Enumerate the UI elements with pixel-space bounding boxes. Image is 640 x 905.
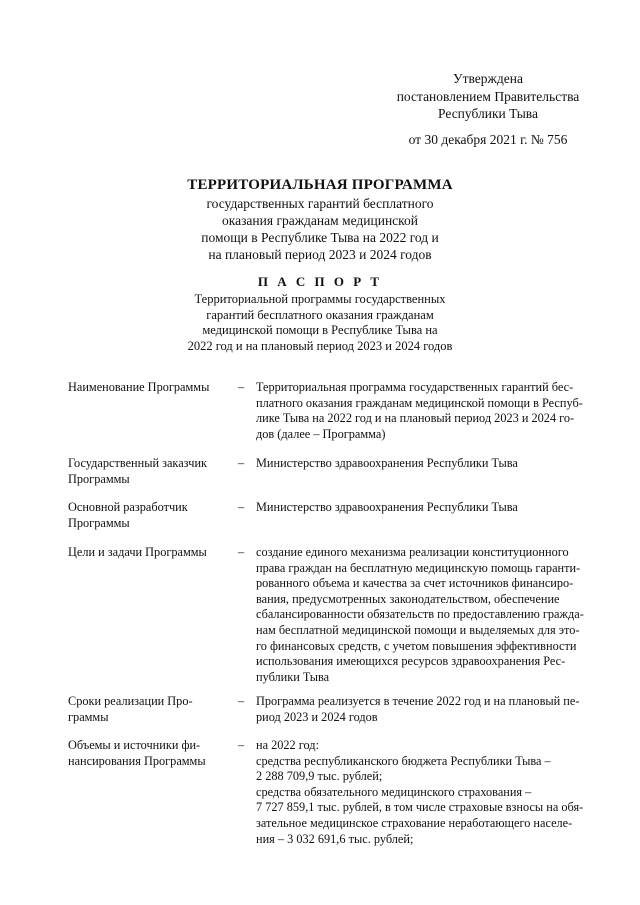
passport-heading: П А С П О Р Т xyxy=(257,274,383,289)
row-value-line: нам бесплатной медицинской помощи и выделяемых для это- xyxy=(256,622,580,637)
row-value-line: Министерство здравоохранения Республики Тыва xyxy=(256,500,518,514)
row-label-line: Программы xyxy=(68,471,130,486)
row-value-line: ния – 3 032 691,6 тыс. рублей; xyxy=(256,831,414,846)
title-heading: ТЕРРИТОРИАЛЬНАЯ ПРОГРАММА xyxy=(187,177,453,193)
row-label-line: Сроки реализации Про- xyxy=(68,694,193,708)
document-title xyxy=(0,176,640,263)
row-value-line: го финансовых средств, с учетом повышения эффективности xyxy=(256,638,577,653)
row-value-line: Программа реализуется в течение 2022 год и на плановый пе- xyxy=(256,694,580,708)
row-label xyxy=(68,694,228,725)
title-line: помощи в Республике Тыва на 2022 год и xyxy=(201,230,439,245)
row-label-line: граммы xyxy=(68,709,109,724)
row-value-line: публики Тыва xyxy=(256,669,330,684)
row-value xyxy=(256,545,604,685)
approval-line: постановлением Правительства xyxy=(396,88,580,104)
row-label xyxy=(68,380,228,396)
row-value xyxy=(256,738,604,847)
row-value-line: средства обязательного медицинского страхования – xyxy=(256,784,532,799)
approval-date: от 30 декабря 2021 г. № 756 xyxy=(408,131,568,147)
row-value-line: создание единого механизма реализации конституционного xyxy=(256,545,569,559)
row-value-line: Министерство здравоохранения Республики Тыва xyxy=(256,456,518,470)
row-value-line: лике Тыва на 2022 год и на плановый период 2023 и 2024 го- xyxy=(256,411,575,426)
row-dash: – xyxy=(238,545,245,559)
row-dash: – xyxy=(238,456,245,470)
row-value-line: средства республиканского бюджета Республики Тыва – xyxy=(256,753,551,768)
row-dash: – xyxy=(238,500,245,514)
row-value xyxy=(256,500,604,516)
passport-line: гарантий бесплатного оказания гражданам xyxy=(206,307,434,322)
row-value xyxy=(256,456,604,472)
row-value-line: зательное медицинское страхование неработающего населе- xyxy=(256,815,573,830)
row-value-line: платного оказания гражданам медицинской помощи в Респуб- xyxy=(256,395,583,410)
row-value-line: 2 288 709,9 тыс. рублей; xyxy=(256,769,383,784)
row-value-line: дов (далее – Программа) xyxy=(256,426,386,441)
row-dash: – xyxy=(238,738,245,752)
row-value-line: использования имеющихся ресурсов здравоохранения Рес- xyxy=(256,654,566,669)
row-value-line: рованного объема и качества за счет источников финансиро- xyxy=(256,576,574,591)
row-label xyxy=(68,545,228,561)
row-value-line: риод 2023 и 2024 годов xyxy=(256,709,378,724)
approval-line: Республики Тыва xyxy=(438,106,538,121)
passport-header xyxy=(0,274,640,354)
row-value xyxy=(256,380,604,442)
row-label xyxy=(68,500,228,531)
row-dash: – xyxy=(238,694,245,708)
row-value-line: Территориальная программа государственных гарантий бес- xyxy=(256,380,574,394)
title-line: оказания гражданам медицинской xyxy=(221,213,419,228)
title-line: на плановый период 2023 и 2024 годов xyxy=(208,247,432,262)
row-label-line: Программы xyxy=(68,515,130,530)
title-line: государственных гарантий бесплатного xyxy=(206,196,434,211)
row-label-line: Наименование Программы xyxy=(68,380,210,394)
row-value-line: сбалансированности обязательств по предоставлению гражда- xyxy=(256,607,584,622)
row-label-line: Государственный заказчик xyxy=(68,456,208,470)
row-value-line: права граждан на бесплатную медицинскую помощь гаранти- xyxy=(256,560,581,575)
row-label-line: нансирования Программы xyxy=(68,753,206,768)
passport-line: Территориальной программы государственных xyxy=(194,292,446,306)
row-dash: – xyxy=(238,380,245,394)
row-value-line: на 2022 год: xyxy=(256,738,319,752)
row-label-line: Объемы и источники фи- xyxy=(68,738,201,752)
row-label xyxy=(68,456,228,487)
row-label-line: Основной разработчик xyxy=(68,500,188,514)
passport-line: медицинской помощи в Республике Тыва на xyxy=(202,323,438,337)
approval-stamp xyxy=(380,70,596,148)
row-value-line: вания, предусмотренных законодательством, обеспечение xyxy=(256,591,560,606)
passport-line: 2022 год и на плановый период 2023 и 2024 годов xyxy=(187,338,453,353)
row-label-line: Цели и задачи Программы xyxy=(68,545,207,559)
row-value-line: 7 727 859,1 тыс. рублей, в том числе страховые взносы на обя- xyxy=(256,800,584,815)
approval-line: Утверждена xyxy=(453,71,523,86)
row-label xyxy=(68,738,228,769)
row-value xyxy=(256,694,604,725)
